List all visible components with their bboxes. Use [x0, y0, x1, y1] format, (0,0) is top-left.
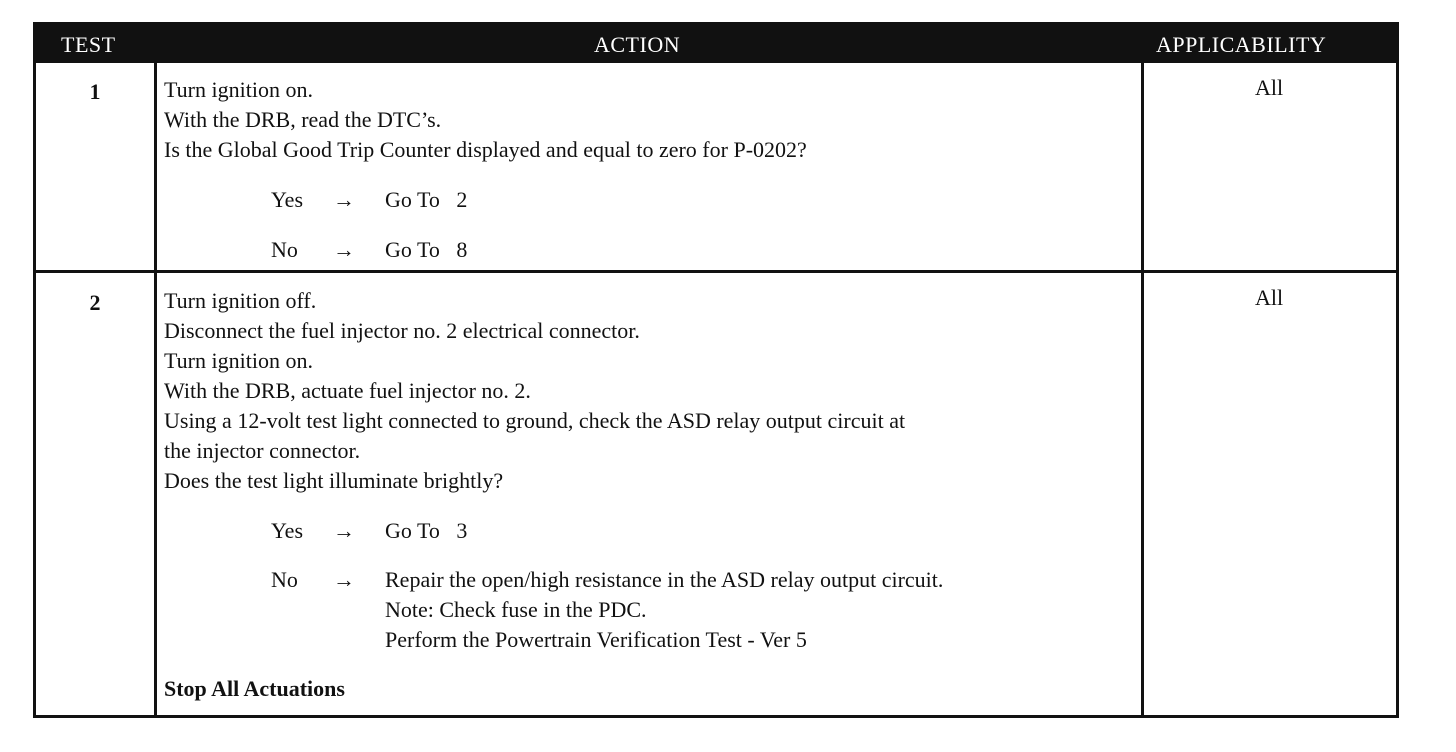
action-line: Does the test light illuminate brightly? — [164, 468, 504, 493]
applicability-value: All — [1254, 285, 1284, 310]
stop-all-actuations: Stop All Actuations — [164, 676, 345, 701]
arrow-icon: → — [333, 567, 355, 592]
answer-label: Yes — [271, 518, 304, 543]
header-test: TEST — [61, 32, 116, 57]
action-line: Disconnect the fuel injector no. 2 electrical connector. — [164, 318, 640, 343]
row-divider — [36, 270, 1396, 273]
result-line: Perform the Powertrain Verification Test - Ver 5 — [385, 627, 807, 652]
action-line: Using a 12-volt test light connected to ground, check the ASD relay output circuit at — [164, 408, 906, 433]
action-line: With the DRB, actuate fuel injector no. 2. — [164, 378, 531, 403]
action-line: With the DRB, read the DTC’s. — [164, 107, 442, 132]
action-text — [164, 75, 807, 165]
action-text — [164, 286, 905, 496]
arrow-icon: → — [333, 518, 355, 543]
action-line: the injector connector. — [164, 438, 361, 463]
answer-result: Go To 3 — [385, 518, 468, 543]
column-divider — [154, 63, 157, 715]
action-line: Is the Global Good Trip Counter displayed and equal to zero for P-0202? — [164, 137, 807, 162]
answer-result: Go To 8 — [385, 237, 468, 262]
result-line: Repair the open/high resistance in the ASD relay output circuit. — [385, 567, 944, 592]
column-divider — [1141, 63, 1144, 715]
action-line: Turn ignition off. — [164, 288, 317, 313]
result-line: Note: Check fuse in the PDC. — [385, 597, 647, 622]
arrow-icon: → — [333, 187, 355, 212]
table-header — [36, 25, 1396, 63]
action-line: Turn ignition on. — [164, 77, 313, 102]
test-number: 2 — [89, 290, 101, 315]
answer-result — [385, 565, 943, 655]
answer-label: No — [271, 567, 298, 592]
test-number: 1 — [89, 79, 101, 104]
answer-result: Go To 2 — [385, 187, 468, 212]
header-action: ACTION — [594, 32, 681, 57]
arrow-icon: → — [333, 237, 355, 262]
applicability-value: All — [1254, 75, 1284, 100]
diagnostic-table — [33, 22, 1399, 718]
header-applicability: APPLICABILITY — [1156, 32, 1327, 57]
action-line: Turn ignition on. — [164, 348, 313, 373]
answer-label: No — [271, 237, 298, 262]
answer-label: Yes — [271, 187, 304, 212]
